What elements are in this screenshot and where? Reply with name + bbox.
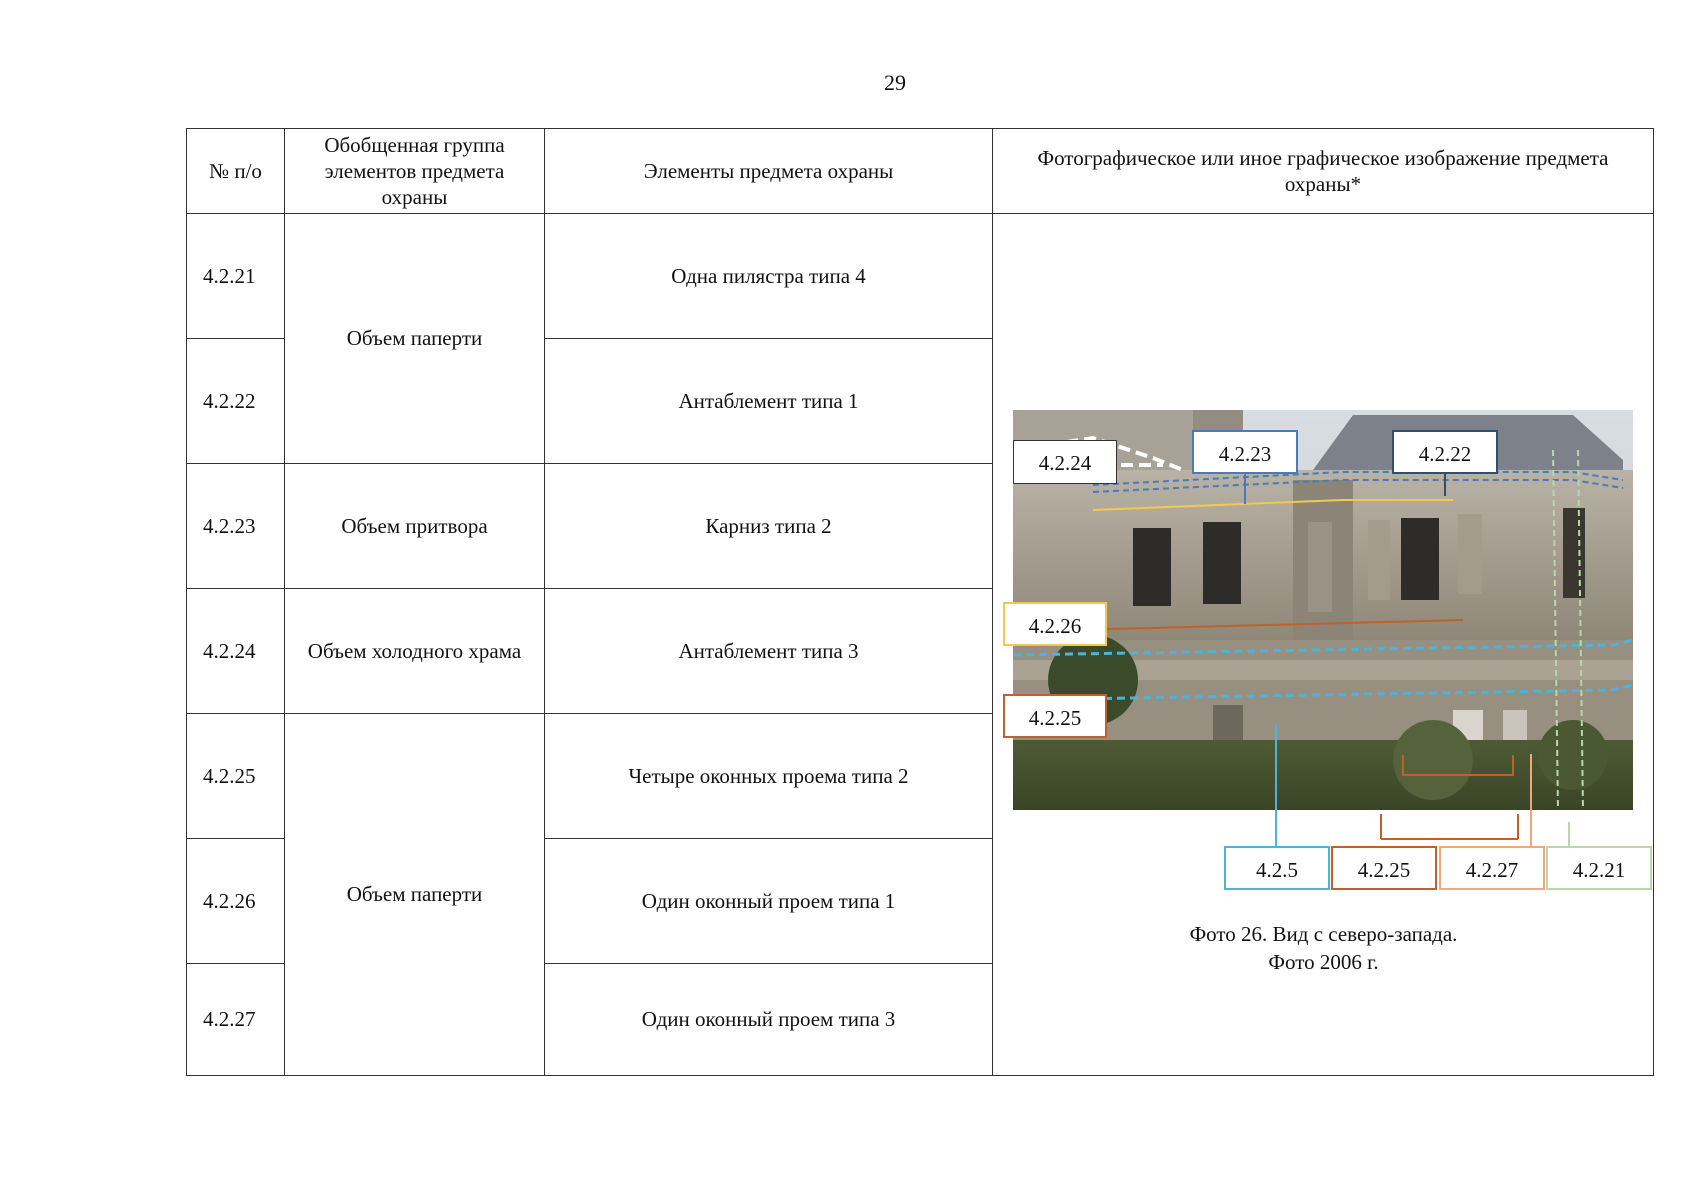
row-number: 4.2.27 — [187, 964, 285, 1076]
photo-caption-line2: Фото 2006 г. — [1268, 950, 1379, 974]
label-4-2-22: 4.2.22 — [1392, 430, 1498, 474]
header-photo: Фотографическое или иное графическое изображение предмета охраны* — [993, 129, 1654, 214]
element-cell: Антаблемент типа 3 — [545, 589, 993, 714]
element-cell: Четыре оконных проема типа 2 — [545, 714, 993, 839]
element-cell: Одна пилястра типа 4 — [545, 214, 993, 339]
row-number: 4.2.22 — [187, 339, 285, 464]
row-number: 4.2.23 — [187, 464, 285, 589]
group-cell: Объем холодного храма — [285, 589, 545, 714]
header-number: № п/о — [187, 129, 285, 214]
row-number: 4.2.26 — [187, 839, 285, 964]
page-number: 29 — [884, 70, 906, 95]
label-4-2-23: 4.2.23 — [1192, 430, 1298, 474]
row-number: 4.2.25 — [187, 714, 285, 839]
row-number: 4.2.24 — [187, 589, 285, 714]
element-cell: Один оконный проем типа 1 — [545, 839, 993, 964]
group-cell: Объем паперти — [285, 714, 545, 1076]
element-cell: Антаблемент типа 1 — [545, 339, 993, 464]
label-4-2-5: 4.2.5 — [1224, 846, 1330, 890]
label-4-2-25-left: 4.2.25 — [1003, 694, 1107, 738]
label-4-2-26: 4.2.26 — [1003, 602, 1107, 646]
photo-figure — [993, 214, 1654, 1074]
row-number: 4.2.21 — [187, 214, 285, 339]
element-cell: Карниз типа 2 — [545, 464, 993, 589]
label-4-2-27: 4.2.27 — [1439, 846, 1545, 890]
header-element: Элементы предмета охраны — [545, 129, 993, 214]
protection-subject-table — [186, 128, 1654, 1076]
group-cell: Объем притвора — [285, 464, 545, 589]
label-4-2-21: 4.2.21 — [1546, 846, 1652, 890]
photo-caption-line1: Фото 26. Вид с северо-запада. — [1189, 922, 1458, 946]
group-cell: Объем паперти — [285, 214, 545, 464]
label-4-2-25-bottom: 4.2.25 — [1331, 846, 1437, 890]
element-cell: Один оконный проем типа 3 — [545, 964, 993, 1076]
photo-cell — [993, 214, 1654, 1076]
label-4-2-24: 4.2.24 — [1013, 440, 1117, 484]
header-group: Обобщенная группа элементов предмета охраны — [285, 129, 545, 214]
